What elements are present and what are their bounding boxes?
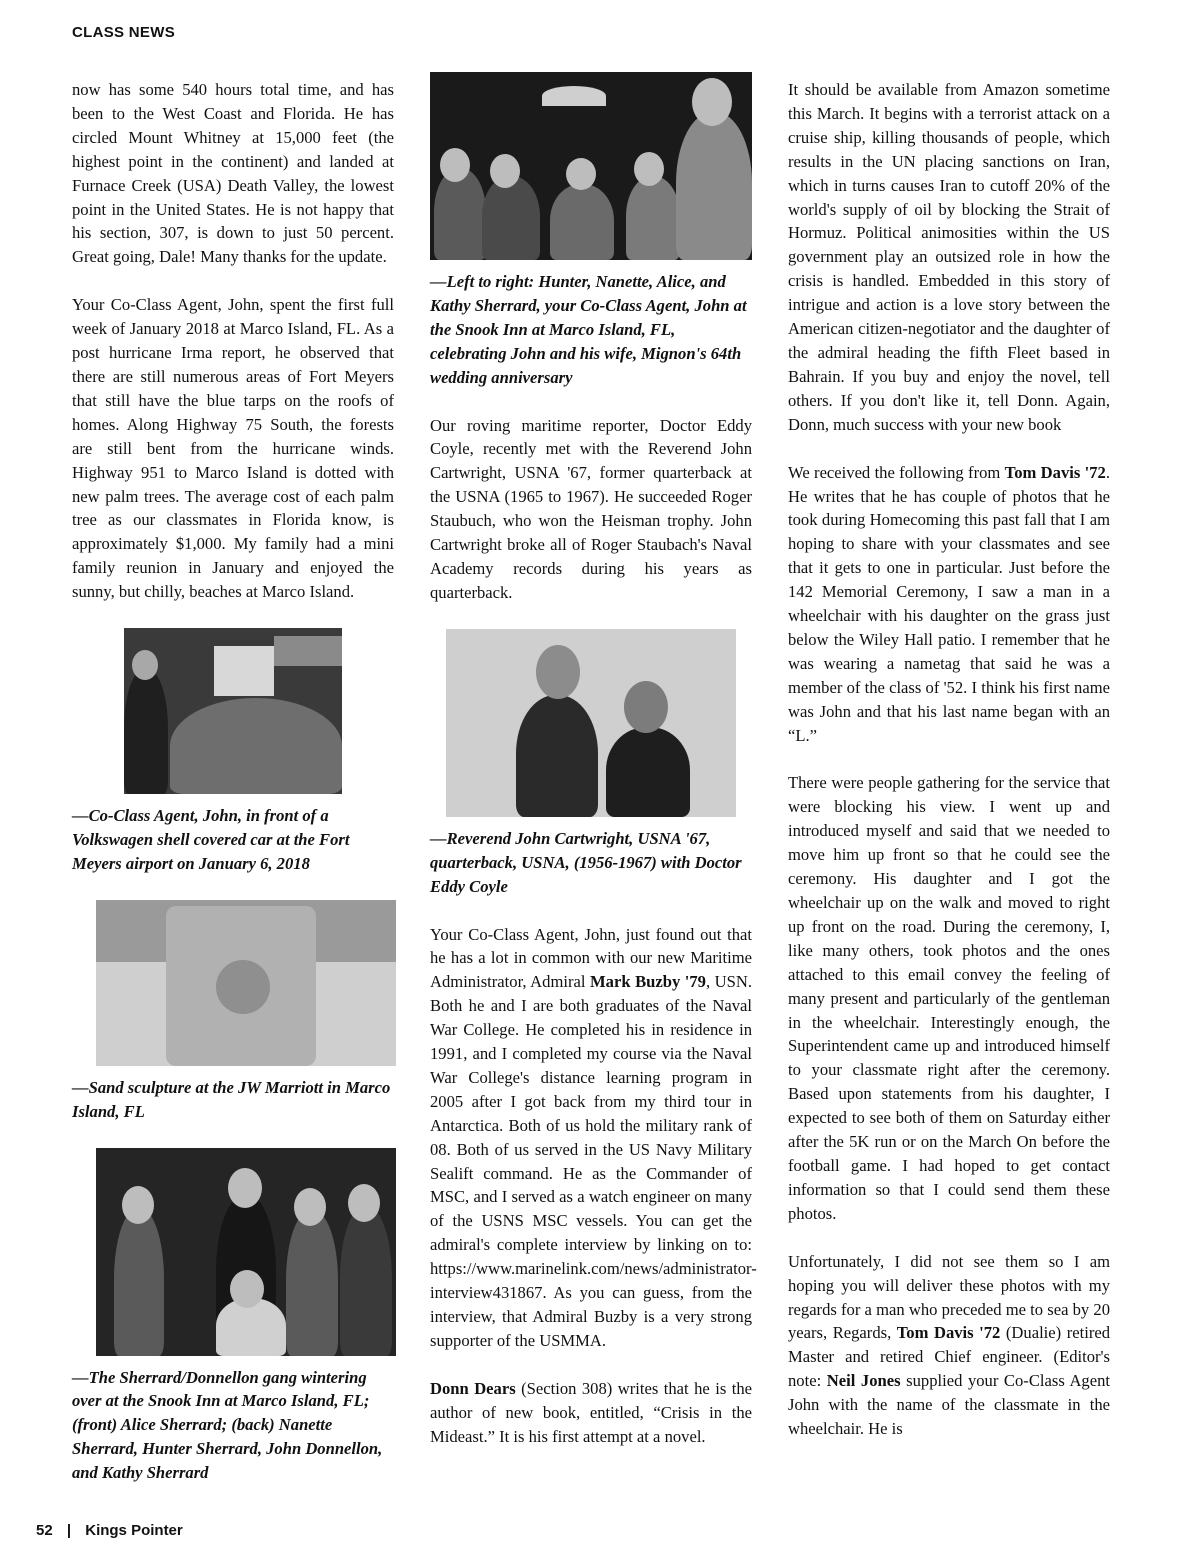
- text-span: supplied your Co-Class Agent John with the name of the classmate in the wheelchair. He is: [788, 1371, 1110, 1439]
- paragraph: [430, 923, 757, 1353]
- photo-caption: —Left to right: Hunter, Nanette, Alice, and Kathy Sherrard, your Co-Class Agent, John at the Snook Inn at Marco Island, FL, celebrating John and his wife, Mignon's 64th wedding anniversary: [430, 272, 747, 387]
- person-name: Tom Davis '72: [1004, 462, 1106, 482]
- paragraph: [788, 1250, 1110, 1441]
- text-span: Your Co-Class Agent, John, just found out that he has a lot in common with our new Maritime Administrator, Admiral: [430, 924, 752, 992]
- section-label: CLASS NEWS: [72, 24, 176, 41]
- text-span: . He writes that he has couple of photos that he took during Homecoming this past fall that I am hoping to share with your classmates and see that it gets to one in particular. Just before the 142 Memorial Ceremony, I saw a man in a wheelchair with his daughter on the grass just below the Wiley Hall patio. I remember that he was wearing a nametag that said he was a member of the class of '52. I think his first name was John and that his last name began with an “L.”: [788, 462, 1111, 745]
- paragraph: now has some 540 hours total time, and has been to the West Coast and Florida. He has circled Mount Whitney at 15,000 feet (the highest point in the continent) and landed at Furnace Creek (USA) Death Valley, the lowest point in the United States. He is not happy that his section, 307, is down to just 50 percent. Great going, Dale! Many thanks for the update.: [72, 80, 394, 267]
- photo-caption: —Sand sculpture at the JW Marriott in Marco Island, FL: [72, 1077, 391, 1121]
- paragraph: There were people gathering for the service that were blocking his view. I went up and introduced myself and said that we needed to move him up front so that he could see the ceremony. His daughter and I got the wheelchair up on the walk and moved to right up front on the road. During the ceremony, I, like many others, took photos and the ones attached to this email convey the feeling of many present and particularly of the gentleman in the wheelchair. Interestingly enough, the Superintendent came up and introduced himself to your classmate right after the ceremony. Based upon statements from his daughter, I expected to see both of them on Saturday either after the 5K run or on the March On before the football game. I had hoped to get contact information so that I could send them these photos.: [788, 773, 1110, 1223]
- text-span: We received the following from: [788, 462, 1005, 482]
- photo-sherrard-donnellon-gang: [96, 1148, 396, 1356]
- paragraph: [788, 461, 1110, 748]
- photo-caption: —Reverend John Cartwright, USNA '67, quarterback, USNA, (1956-1967) with Doctor Eddy Coyle: [430, 828, 742, 896]
- photo-sand-sculpture: [96, 900, 396, 1066]
- paragraph: Our roving maritime reporter, Doctor Eddy Coyle, recently met with the Reverend John Cartwright, USNA '67, former quarterback at the USNA (1965 to 1967). He succeeded Roger Staubuch, who won the Heisman trophy. John Cartwright broke all of Roger Staubach's Naval Academy records during his years as quarterback.: [430, 415, 752, 602]
- photo-caption: —The Sherrard/Donnellon gang wintering over at the Snook Inn at Marco Island, FL; (front) Alice Sherrard; (back) Nanette Sherrard, Hunter Sherrard, John Donnellon, and Kathy Sherrard: [72, 1367, 383, 1483]
- page-footer: [36, 1522, 183, 1539]
- text-span: (Section 308) writes that he is the author of new book, entitled, “Crisis in the Mideast.” It is his first attempt at a novel.: [430, 1378, 752, 1446]
- person-name: Tom Davis '72: [896, 1323, 1001, 1343]
- footer-separator: |: [66, 1522, 72, 1539]
- person-name: Mark Buzby '79: [590, 972, 706, 992]
- photo-volkswagen-car: [124, 628, 342, 794]
- text-span: (Dualie) retired Master and retired Chief engineer. (Editor's note:: [788, 1323, 1111, 1391]
- text-span: , USN. Both he and I are both graduates of the Naval War College. He completed his in residence in 1991, and I completed my course via the Naval War College's distance learning program in 2005 after I got back from my third tour in Antarctica. Both of us hold the military rank of 08. Both of us served in the US Navy Military Sealift command. He as the Commander of MSC, and I served as a watch engineer on many of the USNS MSC vessels. You can get the admiral's complete interview by linking on to: https://www.marinelink.com/news/administrator-interview431867. As you can guess, from the interview, that Admiral Buzby is a very strong supporter of the USMMA.: [430, 972, 757, 1350]
- column-left: [72, 78, 394, 1509]
- person-name: Neil Jones: [826, 1371, 901, 1391]
- column-right: [788, 78, 1110, 1465]
- paragraph: [430, 1377, 752, 1449]
- photo-snook-inn-anniversary: [430, 72, 752, 260]
- photo-caption: —Co-Class Agent, John, in front of a Volkswagen shell covered car at the Fort Meyers airport on January 6, 2018: [72, 806, 350, 873]
- page-number: 52: [36, 1522, 53, 1539]
- person-name: Donn Dears: [430, 1378, 516, 1398]
- magazine-title: Kings Pointer: [85, 1522, 183, 1539]
- paragraph: It should be available from Amazon sometime this March. It begins with a terrorist attack on a cruise ship, killing thousands of people, which results in the UN placing sanctions on Iran, which in turns causes Iran to cutoff 20% of the world's supply of oil by blocking the Strait of Hormuz. Political animosities within the US government play an outsized role in how the crisis is handled. Embedded in this story of intrigue and action is a love story between the American citizen-negotiator and the daughter of the admiral heading the fifth Fleet based in Bahrain. If you buy and enjoy the novel, tell others. If you don't like it, tell Donn. Again, Donn, much success with your new book: [788, 80, 1110, 434]
- paragraph: Your Co-Class Agent, John, spent the first full week of January 2018 at Marco Island, FL. As a post hurricane Irma report, he observed that there are still numerous areas of Fort Meyers that still have the blue tarps on the roofs of homes. Along Highway 75 South, the forests are still bent from the hurricane winds. Highway 951 to Marco Island is dotted with new palm trees. The average cost of each palm tree as our classmates in Florida know, is approximately $1,000. My family had a mini family reunion in January and enjoyed the sunny, but chilly, beaches at Marco Island.: [72, 295, 394, 602]
- photo-cartwright-coyle: [446, 629, 736, 817]
- text-span: Unfortunately, I did not see them so I am hoping you will deliver these photos with my regards for a man who preceded me to sea by 20 years, Regards,: [788, 1251, 1110, 1343]
- column-middle: [430, 78, 757, 1473]
